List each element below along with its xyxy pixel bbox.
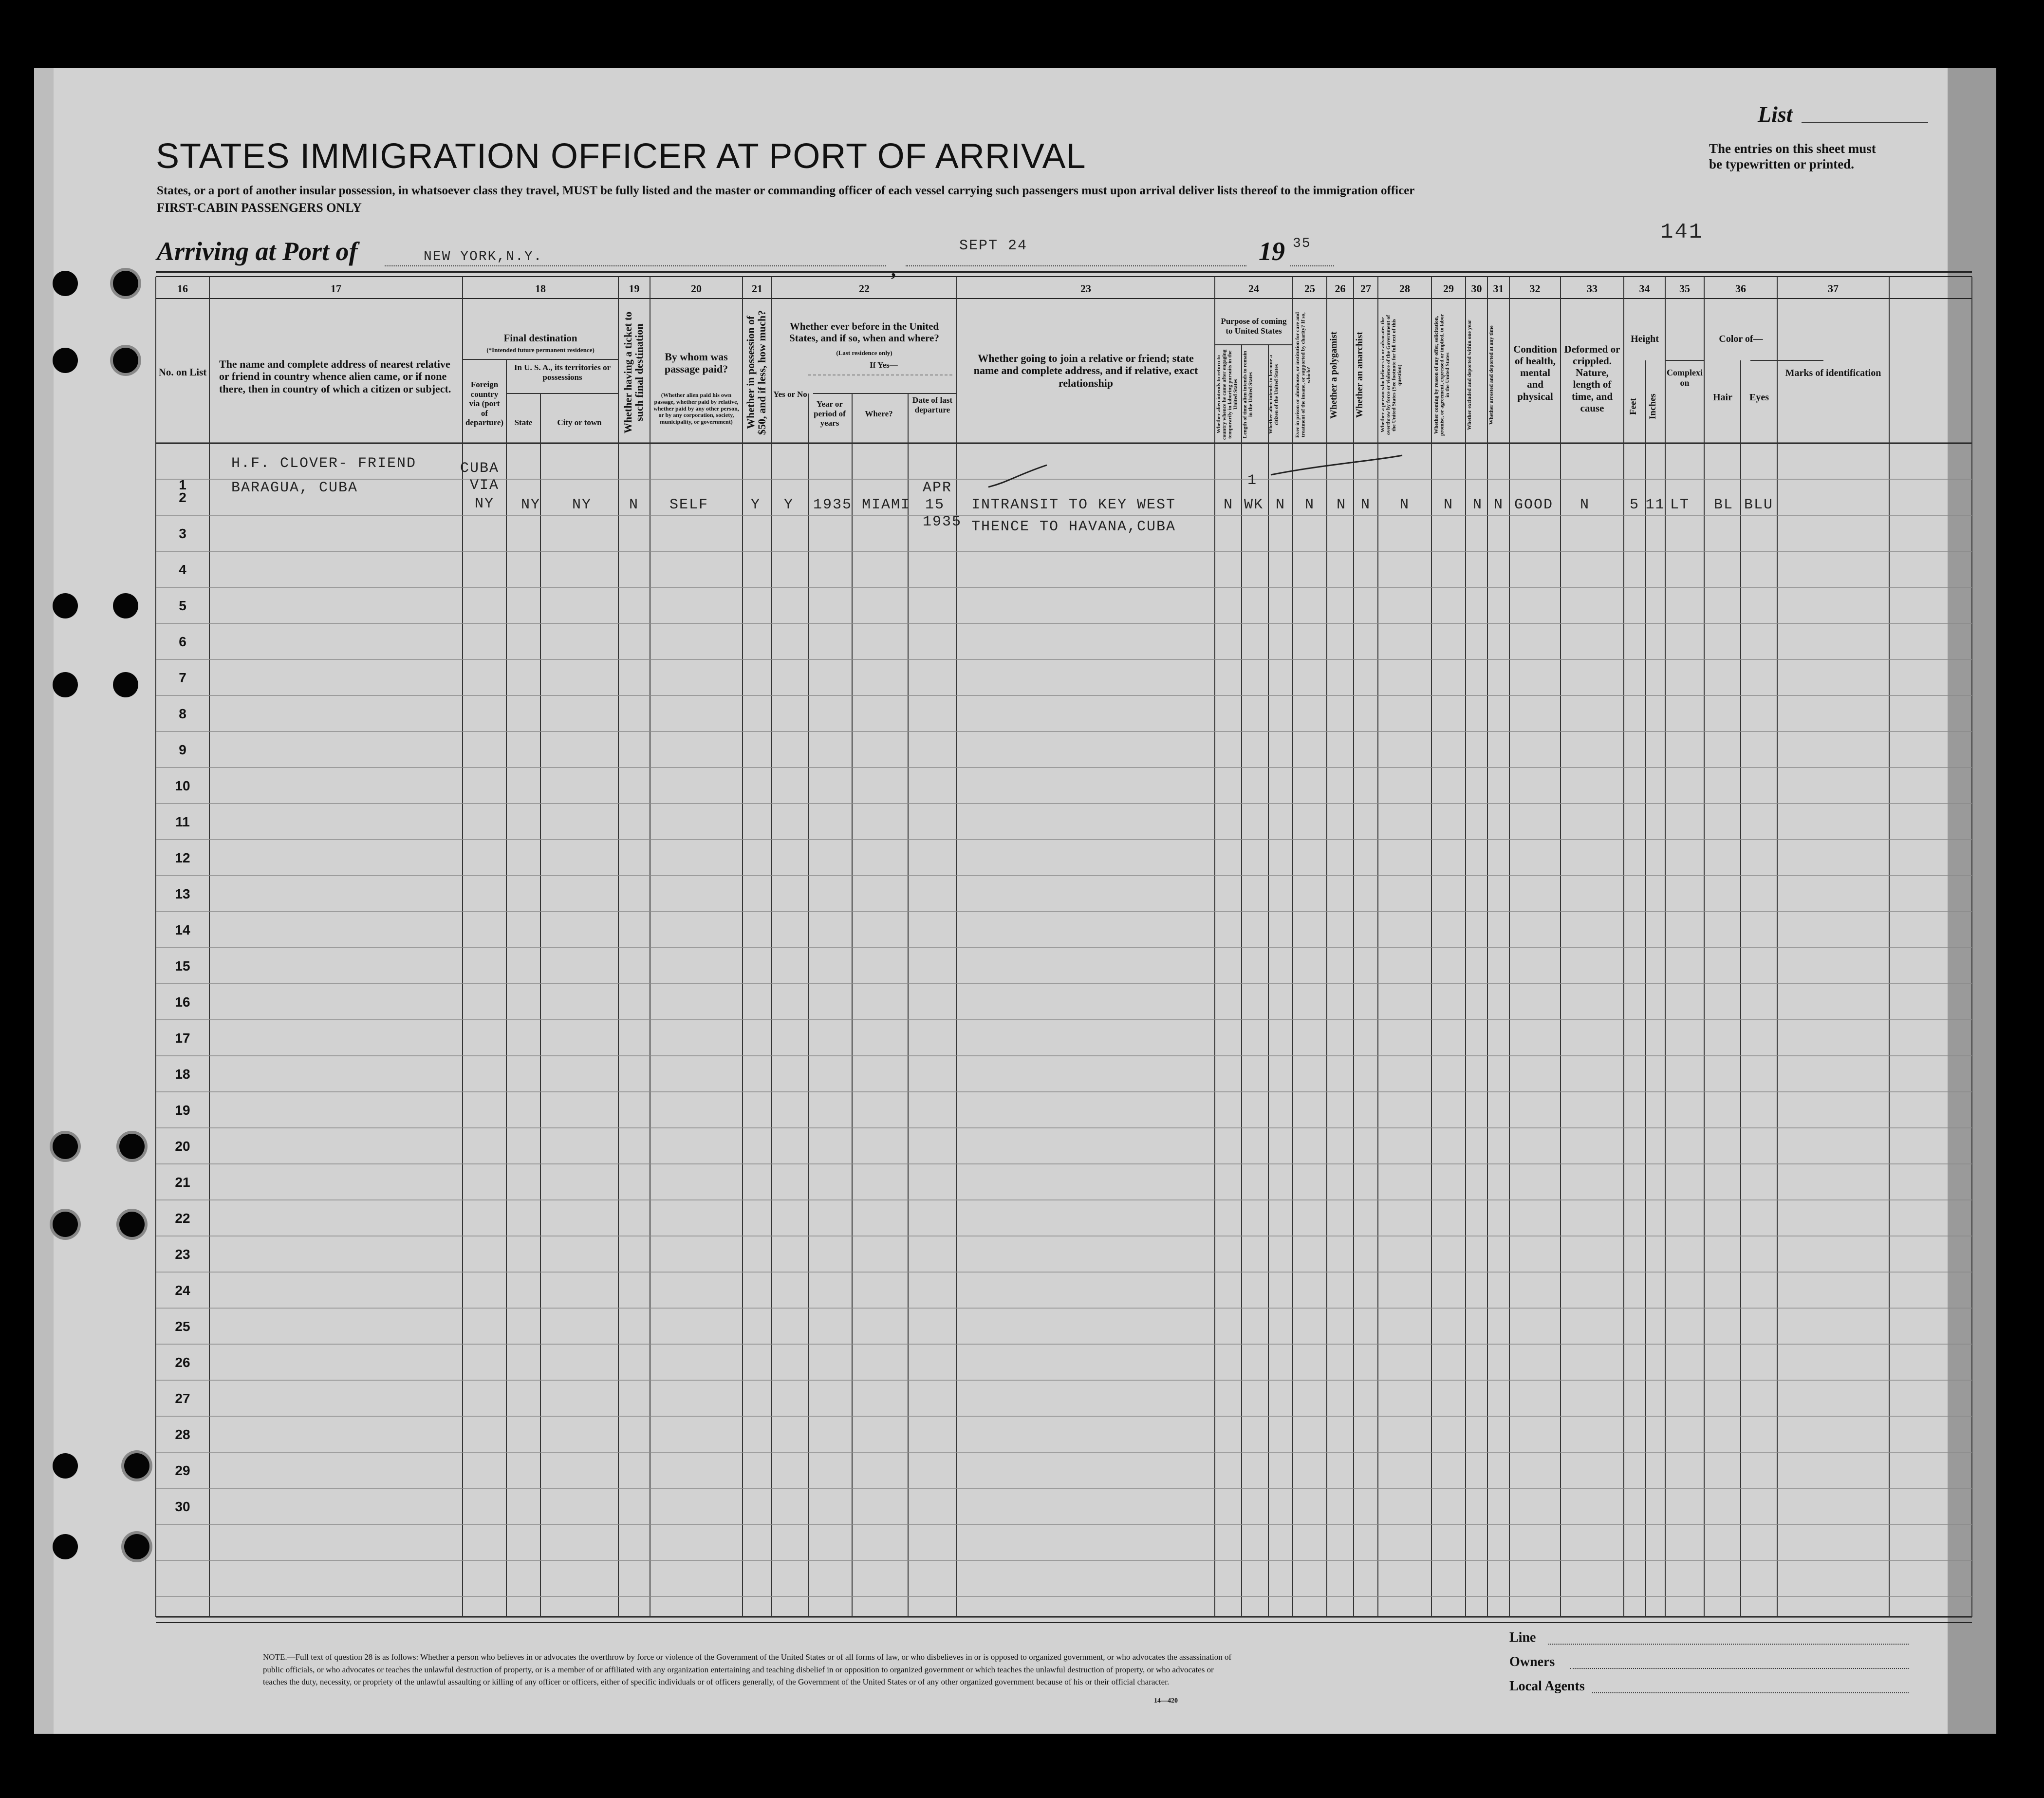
col20-header: By whom was passage paid? xyxy=(664,351,728,375)
col25-num: 25 xyxy=(1304,282,1315,295)
instruction-text: States, or a port of another insular possession, in whatsoever class they travel, MUST be fully listed and the master or commanding officer of each vessel carrying such passengers must upon arrival deliver lists thereof to the immigration officer xyxy=(157,184,1415,197)
port-value: NEW YORK,N.Y. xyxy=(424,249,543,264)
col16-num: 16 xyxy=(177,282,188,295)
col18-usa: In U. S. A., its territories or possessions xyxy=(514,363,611,382)
col22-yesno: Yes or No xyxy=(773,390,807,399)
row-number: 25 xyxy=(175,1319,190,1334)
col16-header: No. on List xyxy=(158,366,207,378)
row-number: 20 xyxy=(175,1139,190,1154)
owners-label: Owners xyxy=(1509,1654,1555,1669)
punch-hole xyxy=(113,348,138,373)
col18-subheader: (*Intended future permanent residence) xyxy=(486,346,595,354)
foreign-3: NY xyxy=(475,496,495,512)
row-number: 15 xyxy=(175,958,190,974)
excluded-value: N xyxy=(1472,497,1483,513)
punch-hole xyxy=(53,348,78,373)
col29-header: Whether coming by reason of any offer, solicitation, promise, or agreement, expressed or implied, to labor in the United States xyxy=(1433,314,1451,436)
cabin-class: FIRST-CABIN PASSENGERS ONLY xyxy=(157,201,362,215)
typewritten-note-2: be typewritten or printed. xyxy=(1709,157,1854,171)
col24-length: Length of time alien intends to remain in the United States xyxy=(1242,351,1254,438)
hair-value: BL xyxy=(1714,497,1734,513)
feet-value: 5 xyxy=(1629,497,1639,513)
row-number: 23 xyxy=(175,1247,190,1262)
owners-field xyxy=(1570,1668,1909,1669)
where-value: MIAMI xyxy=(862,497,911,513)
date-value: SEPT 24 xyxy=(959,238,1028,254)
agents-field xyxy=(1592,1692,1909,1693)
length-value-1: 1 xyxy=(1247,472,1258,489)
health-value: GOOD xyxy=(1514,497,1554,513)
col24-num: 24 xyxy=(1248,282,1259,295)
agents-label: Local Agents xyxy=(1509,1679,1585,1694)
row-number: 21 xyxy=(175,1175,190,1190)
year-prefix: 19 xyxy=(1259,237,1285,266)
punch-hole xyxy=(53,1453,78,1479)
col34-inches: Inches xyxy=(1648,393,1658,420)
row-number: 9 xyxy=(179,742,186,757)
row-number: 5 xyxy=(179,598,186,613)
dest-state: NY xyxy=(521,497,541,513)
col31-num: 31 xyxy=(1493,282,1504,295)
col18-foreign: Foreign country via (port of departure) xyxy=(465,380,504,428)
page-number: 141 xyxy=(1660,220,1704,244)
punch-hole xyxy=(53,1534,78,1559)
row-number: 2 xyxy=(179,490,186,505)
col33-num: 33 xyxy=(1587,282,1598,295)
row-number: 6 xyxy=(179,634,186,649)
punch-hole xyxy=(124,1534,149,1559)
punch-hole xyxy=(53,1134,78,1159)
col24-header: Purpose of coming to United States xyxy=(1221,317,1287,336)
col29-num: 29 xyxy=(1443,282,1454,295)
line-field xyxy=(1548,1644,1909,1645)
col20-num: 20 xyxy=(691,282,702,295)
col37-num: 37 xyxy=(1828,282,1839,295)
col21-header: Whether in possession of $50, and if less, how much? xyxy=(744,310,768,435)
punch-hole xyxy=(124,1453,149,1479)
col22-ifyes: If Yes— xyxy=(870,360,898,370)
join-line1: INTRANSIT TO KEY WEST xyxy=(971,497,1176,513)
foreign-1: CUBA xyxy=(460,460,500,477)
col34-feet: Feet xyxy=(1628,398,1638,415)
col35-num: 35 xyxy=(1679,282,1690,295)
polygamist-value: N xyxy=(1336,497,1346,513)
col28-num: 28 xyxy=(1399,282,1410,295)
comma-sep: , xyxy=(891,259,896,281)
col22-year: Year or period of years xyxy=(814,399,846,428)
before-value: Y xyxy=(784,497,794,513)
row-number: 12 xyxy=(175,850,190,865)
date-value-1: APR xyxy=(923,480,952,496)
col17-header: The name and complete address of nearest relative or friend in country whence alien came, or if none there, then in country of which a citizen or subject. xyxy=(219,358,451,395)
row-number: 11 xyxy=(175,814,190,829)
date-value-2: 15 xyxy=(925,497,945,513)
length-value-2: WK xyxy=(1244,497,1264,513)
eyes-value: BLU xyxy=(1744,497,1774,513)
col36-eyes: Eyes xyxy=(1749,392,1769,403)
punch-hole xyxy=(53,672,78,697)
row-number: 17 xyxy=(175,1030,190,1046)
foreign-2: VIA xyxy=(470,477,500,494)
year-suffix: 35 xyxy=(1293,236,1311,251)
row-number: 18 xyxy=(175,1067,190,1082)
inches-value: 11 xyxy=(1645,497,1665,513)
punch-hole xyxy=(53,271,78,296)
row-number: 29 xyxy=(175,1463,190,1478)
col34-header: Height xyxy=(1631,334,1659,344)
paid-by-value: SELF xyxy=(669,497,709,513)
footnote-q28: NOTE.—Full text of question 28 is as follows: Whether a person who believes in or advocates the overthrow by force or violence of the Government of the United States or of all forms of law, or who disbelieves in or is opposed to organized government, or who advocates the assassination of public officials, or who advocates or teaches the unlawful destruction of property, or is a member of or affiliated with any organization entertaining and teaching disbelief in or opposition to organized government or which teaches the unlawful destruction of property, or who advocates or teaches the duty, necessity, or propriety of the unlawful assaulting or killing of any officer or officers, either of specific individuals or of officers generally, of the Government of the United States or of any other organized government because of his or their official character. xyxy=(263,1652,1232,1686)
col34-num: 34 xyxy=(1639,282,1650,295)
punch-hole xyxy=(53,593,78,618)
col25-header: Ever in prison or almshouse, or institution for care and treatment of the insane, or supported by charity? If so, which? xyxy=(1295,312,1312,438)
col24-return: Whether alien intends to return to country whence he came after engaging temporarily in laboring pursuits in the United States xyxy=(1216,349,1239,440)
col19-num: 19 xyxy=(629,282,640,295)
row-number: 13 xyxy=(175,886,190,901)
relative-line1: H.F. CLOVER- FRIEND xyxy=(231,455,417,472)
citizen-value: N xyxy=(1275,497,1285,513)
row-number: 26 xyxy=(175,1355,190,1370)
col22-header: Whether ever before in the United States, and if so, when and where? xyxy=(789,320,939,344)
form-title: STATES IMMIGRATION OFFICER AT PORT OF ARRIVAL xyxy=(156,137,1086,176)
row-number: 28 xyxy=(175,1427,190,1442)
table-grid xyxy=(34,68,1996,1734)
year-value: 1935 xyxy=(813,497,853,513)
row-number: 7 xyxy=(179,670,186,685)
relative-line2: BARAGUA, CUBA xyxy=(231,480,358,496)
complexion-value: LT xyxy=(1670,497,1690,513)
col18-city: City or town xyxy=(557,418,602,427)
col24-citizen: Whether alien intends to become a citizen of the United States xyxy=(1268,355,1280,434)
row-number: 22 xyxy=(175,1211,190,1226)
row-number: 19 xyxy=(175,1103,190,1118)
row-number: 4 xyxy=(179,562,186,577)
col28-header: Whether a person who believes in or advocates the overthrow by force or violence of the Government of the United States (See footnote for full text of this question) xyxy=(1380,315,1403,435)
list-label: List xyxy=(1758,102,1793,127)
overthrow-value: N xyxy=(1399,497,1410,513)
punch-hole xyxy=(113,672,138,697)
col32-header: Condition of health, mental and physical xyxy=(1513,343,1557,402)
offer-value: N xyxy=(1443,497,1453,513)
prison-value: N xyxy=(1304,497,1315,513)
col36-hair: Hair xyxy=(1713,392,1732,403)
punch-hole xyxy=(119,1134,145,1159)
col19-header: Whether having a ticket to such final destination xyxy=(622,311,646,434)
row-number: 10 xyxy=(175,778,190,793)
col31-header: Whether arrested and deported at any time xyxy=(1488,325,1494,425)
col33-header: Deformed or crippled. Nature, length of time, and cause xyxy=(1564,343,1620,414)
col22-num: 22 xyxy=(859,282,870,295)
col18-num: 18 xyxy=(535,282,546,295)
has50-value: Y xyxy=(751,497,761,513)
form-number: 14—420 xyxy=(1154,1697,1178,1704)
row-number: 16 xyxy=(175,994,190,1010)
col22-where: Where? xyxy=(865,409,893,418)
col26-header: Whether a polygamist xyxy=(1329,331,1339,419)
row-number: 8 xyxy=(179,706,186,721)
deformed-value: N xyxy=(1580,497,1590,513)
col23-num: 23 xyxy=(1080,282,1091,295)
ticket-value: N xyxy=(629,497,639,513)
manifest-sheet xyxy=(34,68,1996,1734)
col30-header: Whether excluded and deported within one year xyxy=(1467,319,1472,431)
row-number: 1 xyxy=(179,477,186,492)
col27-header: Whether an anarchist xyxy=(1355,332,1365,418)
col22-date: Date of last departure xyxy=(912,395,953,414)
row-number: 3 xyxy=(179,526,186,541)
col21-num: 21 xyxy=(752,282,762,295)
col30-num: 30 xyxy=(1471,282,1482,295)
return-value: N xyxy=(1223,497,1233,513)
row-number: 24 xyxy=(175,1283,190,1298)
col22-subheader: (Last residence only) xyxy=(836,349,892,356)
col18-state: State xyxy=(514,418,533,427)
join-line2: THENCE TO HAVANA,CUBA xyxy=(971,519,1176,535)
col23-header: Whether going to join a relative or friend; state name and complete address, and if relative, exact relationship xyxy=(973,352,1198,389)
col26-num: 26 xyxy=(1335,282,1346,295)
punch-hole xyxy=(53,1212,78,1237)
date-value-3: 1935 xyxy=(923,514,962,530)
col17-num: 17 xyxy=(331,282,341,295)
col27-num: 27 xyxy=(1360,282,1371,295)
col20-subheader: (Whether alien paid his own passage, whether paid by relative, whether paid by any other person, or by any corporation, society, municipality, or government) xyxy=(653,392,739,426)
typewritten-note-1: The entries on this sheet must xyxy=(1709,141,1876,156)
arrested-value: N xyxy=(1493,497,1504,513)
col37-header: Marks of identification xyxy=(1785,368,1881,378)
col35-header: Complexion xyxy=(1667,368,1703,388)
anarchist-value: N xyxy=(1360,497,1371,513)
col36-num: 36 xyxy=(1735,282,1746,295)
line-label: Line xyxy=(1509,1630,1536,1645)
punch-hole xyxy=(113,593,138,618)
punch-hole xyxy=(119,1212,145,1237)
punch-hole xyxy=(113,271,138,296)
dest-city: NY xyxy=(572,497,592,513)
row-number: 27 xyxy=(175,1391,190,1406)
arriving-label: Arriving at Port of xyxy=(157,237,358,266)
col18-header: Final destination xyxy=(503,332,577,344)
col36-header: Color of— xyxy=(1719,334,1763,344)
col32-num: 32 xyxy=(1529,282,1541,295)
row-number: 30 xyxy=(175,1499,190,1514)
row-number: 14 xyxy=(175,922,190,937)
